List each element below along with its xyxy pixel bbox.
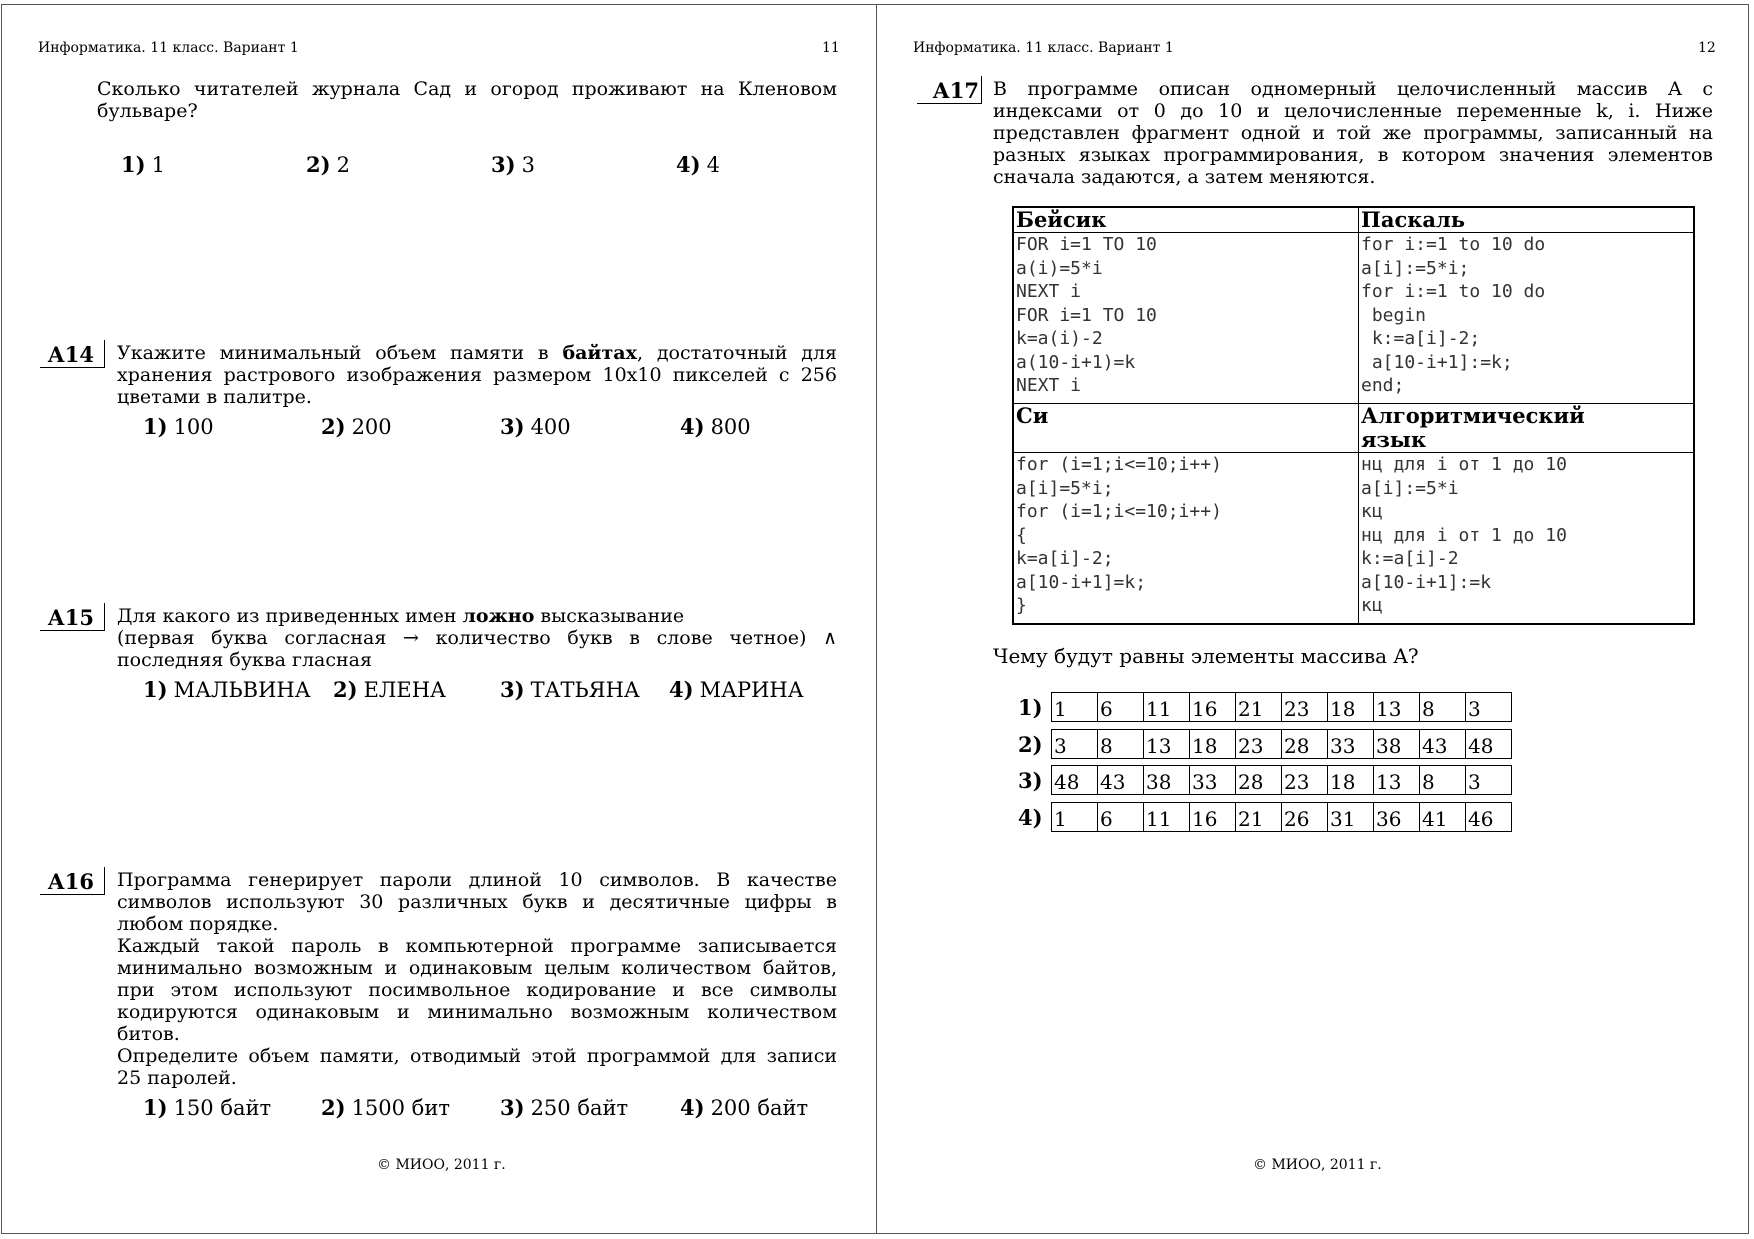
intro-question: Сколько читателей журнала Сад и огород проживают на Кленовом бульваре? — [97, 78, 837, 122]
alg-header: Алгоритмический язык — [1359, 404, 1695, 453]
a16-option-3[interactable]: 3) 250 байт — [500, 1095, 629, 1120]
a17-label-bar — [981, 76, 982, 104]
a16-option-2[interactable]: 2) 1500 бит — [321, 1095, 450, 1120]
a15-option-4[interactable]: 4) МАРИНА — [669, 677, 804, 702]
a17-answer-2-num: 2) — [1018, 732, 1043, 757]
array-cell: 18 — [1328, 766, 1374, 795]
array-cell: 23 — [1282, 693, 1328, 722]
a16-paragraph-1: Программа генерирует пароли длиной 10 символов. В качестве символов используют 30 различных букв и десятичные цифры в любом порядке. — [117, 869, 837, 935]
a16-option-1[interactable]: 1) 150 байт — [143, 1095, 272, 1120]
array-cell: 28 — [1236, 766, 1282, 795]
a17-answer-4-num: 4) — [1018, 805, 1043, 830]
a14-option-2[interactable]: 2) 200 — [321, 414, 392, 439]
a16-paragraph-2: Каждый такой пароль в компьютерной программе записывается минимально возможным и одинаковым целым количеством байтов, при этом используют посимвольное кодирование и все символы кодируются одинаковым и минимально возможным количеством битов. — [117, 935, 837, 1045]
c-code-cell — [1013, 453, 1359, 625]
array-cell: 26 — [1282, 803, 1328, 832]
array-cell: 3 — [1466, 693, 1512, 722]
a16-label-bar — [104, 867, 105, 895]
pascal-code-cell — [1359, 233, 1695, 404]
intro-option-4[interactable]: 4) 4 — [676, 152, 720, 177]
basic-code: FOR i=1 TO 10 a(i)=5*i NEXT i FOR i=1 TO 10 k=a(i)-2 a(10-i+1)=k NEXT i — [1016, 234, 1157, 396]
array-cell: 31 — [1328, 803, 1374, 832]
a15-label-bar — [104, 603, 105, 631]
a15-line2: (первая буква согласная → количество букв в слове четное) ∧ — [117, 627, 837, 649]
array-cell: 6 — [1098, 803, 1144, 832]
a14-text: Укажите минимальный объем памяти в байтах, достаточный для хранения растрового изображения размером 10х10 пикселей с 256 цветами в палитре. — [117, 342, 838, 408]
array-cell: 43 — [1420, 730, 1466, 759]
intro-option-3[interactable]: 3) 3 — [491, 152, 535, 177]
pascal-code: for i:=1 to 10 do a[i]:=5*i; for i:=1 to 10 do begin k:=a[i]-2; a[10-i+1]:=k; end; — [1361, 234, 1546, 396]
intro-option-2[interactable]: 2) 2 — [306, 152, 350, 177]
array-cell: 43 — [1098, 766, 1144, 795]
a16-label: А16 — [47, 869, 94, 894]
a15-label-underline — [40, 630, 105, 631]
array-cell: 8 — [1420, 693, 1466, 722]
array-cell: 46 — [1466, 803, 1512, 832]
left-header-title: Информатика. 11 класс. Вариант 1 — [38, 40, 299, 56]
left-footer: © МИОО, 2011 г. — [377, 1157, 506, 1173]
right-page-number: 12 — [1698, 40, 1716, 56]
array-cell: 48 — [1052, 766, 1098, 795]
array-cell: 16 — [1190, 693, 1236, 722]
array-cell: 38 — [1374, 730, 1420, 759]
a17-question: Чему будут равны элементы массива A? — [993, 644, 1419, 668]
a15-line1: Для какого из приведенных имен ложно высказывание — [117, 605, 685, 627]
array-cell: 33 — [1328, 730, 1374, 759]
a14-option-4[interactable]: 4) 800 — [680, 414, 751, 439]
array-cell: 41 — [1420, 803, 1466, 832]
array-cell: 13 — [1374, 693, 1420, 722]
array-cell: 13 — [1144, 730, 1190, 759]
array-cell: 23 — [1236, 730, 1282, 759]
a14-option-1[interactable]: 1) 100 — [143, 414, 214, 439]
a14-label-bar — [104, 340, 105, 368]
array-cell: 8 — [1420, 766, 1466, 795]
a14-label: А14 — [47, 342, 94, 367]
a17-text: В программе описан одномерный целочисленный массив A с индексами от 0 до 10 и целочисленные переменные k, i. Ниже представлен фрагмент одной и той же программы, записанный на разных языках программирования, в котором значения элементов сначала задаются, а затем меняются. — [993, 78, 1713, 188]
basic-header: Бейсик — [1013, 207, 1359, 233]
a17-answer-1-num: 1) — [1018, 695, 1043, 720]
array-cell: 1 — [1052, 693, 1098, 722]
left-page-number: 11 — [822, 40, 840, 56]
a17-answer-4[interactable] — [1051, 802, 1512, 832]
array-cell: 38 — [1144, 766, 1190, 795]
alg-code-cell — [1359, 453, 1695, 625]
array-cell: 21 — [1236, 803, 1282, 832]
array-cell: 33 — [1190, 766, 1236, 795]
page-divider — [876, 4, 877, 1234]
a16-option-4[interactable]: 4) 200 байт — [680, 1095, 809, 1120]
array-cell: 18 — [1328, 693, 1374, 722]
array-cell: 21 — [1236, 693, 1282, 722]
array-cell: 36 — [1374, 803, 1420, 832]
basic-code-cell — [1013, 233, 1359, 404]
pascal-header: Паскаль — [1359, 207, 1695, 233]
right-header-title: Информатика. 11 класс. Вариант 1 — [913, 40, 1174, 56]
c-header: Си — [1013, 404, 1359, 453]
a15-option-3[interactable]: 3) ТАТЬЯНА — [500, 677, 640, 702]
a17-answer-2[interactable] — [1051, 729, 1512, 759]
array-cell: 48 — [1466, 730, 1512, 759]
a17-answer-1[interactable] — [1051, 692, 1512, 722]
array-cell: 23 — [1282, 766, 1328, 795]
array-cell: 18 — [1190, 730, 1236, 759]
a15-option-1[interactable]: 1) МАЛЬВИНА — [143, 677, 311, 702]
a16-paragraph-3: Определите объем памяти, отводимый этой программой для записи 25 паролей. — [117, 1045, 837, 1089]
a17-answer-3[interactable] — [1051, 765, 1512, 795]
a16-label-underline — [40, 894, 105, 895]
a17-answer-3-num: 3) — [1018, 768, 1043, 793]
array-cell: 3 — [1052, 730, 1098, 759]
a17-label-underline — [917, 103, 981, 104]
a15-option-2[interactable]: 2) ЕЛЕНА — [333, 677, 446, 702]
intro-option-1[interactable]: 1) 1 — [121, 152, 165, 177]
array-cell: 6 — [1098, 693, 1144, 722]
code-table — [1012, 206, 1695, 625]
array-cell: 8 — [1098, 730, 1144, 759]
array-cell: 28 — [1282, 730, 1328, 759]
right-footer: © МИОО, 2011 г. — [1253, 1157, 1382, 1173]
a14-option-3[interactable]: 3) 400 — [500, 414, 571, 439]
a14-label-underline — [40, 367, 105, 368]
array-cell: 13 — [1374, 766, 1420, 795]
a15-line3: последняя буква гласная — [117, 649, 372, 671]
c-code: for (i=1;i<=10;i++) a[i]=5*i; for (i=1;i<=10;i++) { k=a[i]-2; a[10-i+1]=k; } — [1016, 454, 1222, 616]
alg-code: нц для i от 1 до 10 a[i]:=5*i кц нц для i от 1 до 10 k:=a[i]-2 a[10-i+1]:=k кц — [1361, 454, 1567, 616]
array-cell: 3 — [1466, 766, 1512, 795]
array-cell: 1 — [1052, 803, 1098, 832]
a15-label: А15 — [47, 605, 94, 630]
a17-label: А17 — [932, 78, 979, 103]
array-cell: 11 — [1144, 693, 1190, 722]
array-cell: 11 — [1144, 803, 1190, 832]
array-cell: 16 — [1190, 803, 1236, 832]
